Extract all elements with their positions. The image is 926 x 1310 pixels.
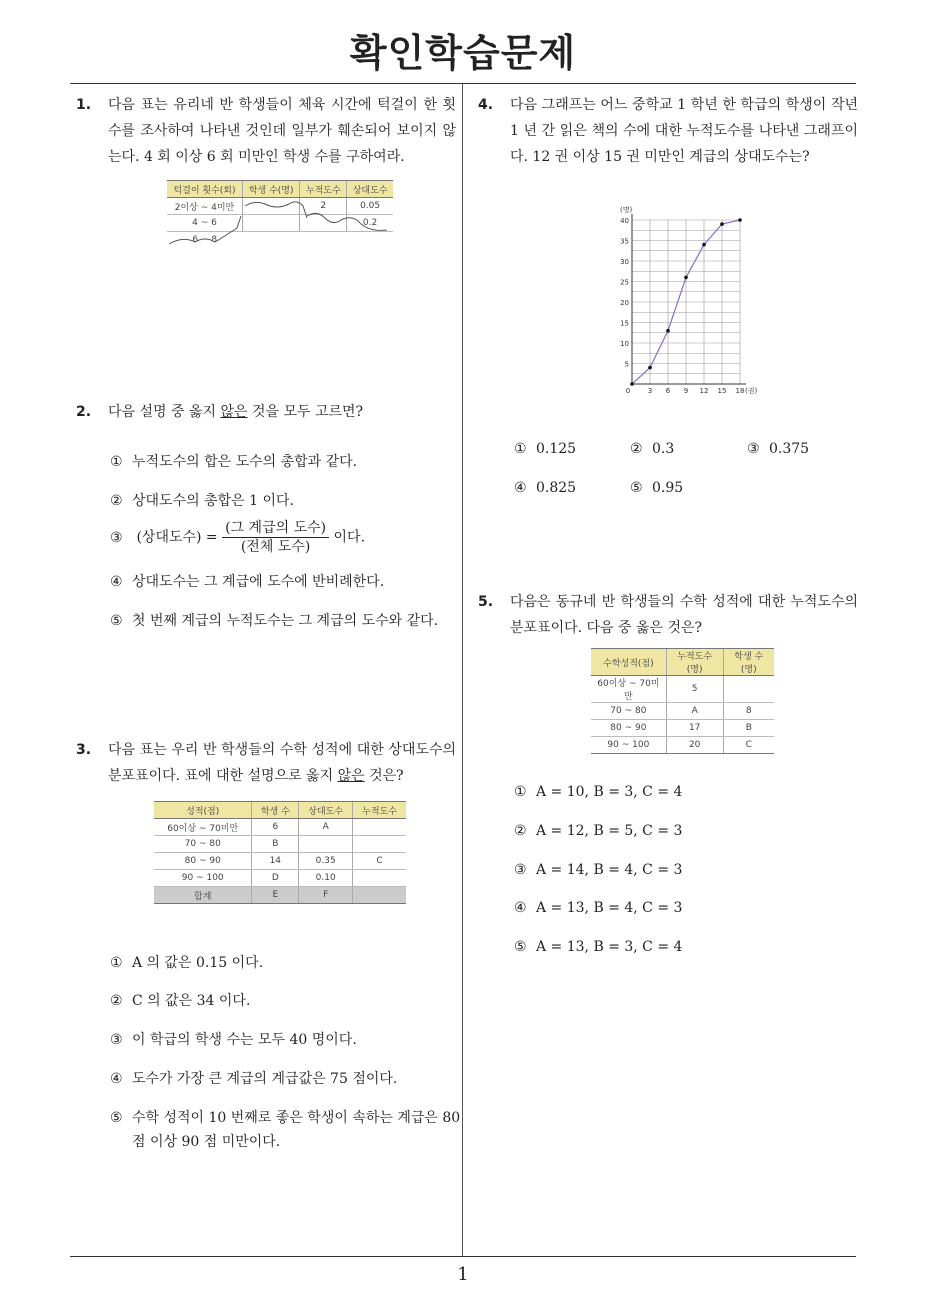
option-text: 0.3 [652,441,675,457]
data-point [720,222,724,226]
x-tick-label: 12 [699,387,709,395]
table-cell [723,676,774,703]
option[interactable] [110,450,455,474]
option-text: 이 학급의 학생 수는 모두 40 명이다. [132,1032,357,1048]
option-mark: ⑤ [110,613,123,629]
x-tick-label: 6 [665,387,671,395]
q3-table [154,801,406,904]
table-cell: C [723,737,774,754]
option-text: 첫 번째 계급의 누적도수는 그 계급의 도수와 같다. [132,613,439,629]
table-cell: A [299,819,353,836]
question-text-part: 다음 표는 우리 반 학생들의 수학 성적에 대한 상대도수의 분포표이다. 표에 대한 설명으로 옳지 [108,742,456,784]
table-cell: D [252,870,299,887]
table-row [154,870,406,887]
table-row [591,737,774,754]
table-cell: 0.05 [347,198,393,215]
option-text: 0.825 [536,480,577,496]
question-text: 다음은 동규네 반 학생들의 수학 성적에 대한 누적도수의 분포표이다. 다음 중 옳은 것은? [510,594,858,636]
bottom-rule [70,1256,856,1257]
question-3 [76,737,456,789]
option[interactable] [110,1106,467,1154]
table-cell: B [723,720,774,737]
option-mark: ④ [514,480,527,496]
table-cell: 70 ~ 80 [154,836,252,853]
option[interactable] [110,519,455,556]
option[interactable] [110,989,455,1013]
q5-table [591,648,774,754]
table-header: 학생 수(명) [242,181,299,198]
option-mark: ④ [514,900,527,916]
question-text: 다음 그래프는 어느 중학교 1 학년 한 학급의 학생이 작년 1 년 간 읽은 책의 수에 대한 누적도수를 나타낸 그래프이다. 12 권 이상 15 권 미만인 계급의 상대도수는? [510,97,858,165]
table-header: 학생 수 [252,802,299,819]
table-cell: 6 [252,819,299,836]
x-axis-label: (권) [745,387,758,395]
table-cell: 8 [723,703,774,720]
torn-edge-lines [167,196,397,248]
table-cell: 70 ~ 80 [591,703,666,720]
option-text: 0.95 [652,480,684,496]
table-cell: 90 ~ 100 [154,870,252,887]
table-cell: 6 ~ 8 [192,235,218,245]
x-tick-label: 9 [683,387,689,395]
y-axis-label: (명) [620,206,633,214]
option-mark: ④ [110,1071,123,1087]
table-cell: 2이상 ~ 4미만 [167,198,242,215]
table-cell: 60이상 ~ 70미만 [154,819,252,836]
option-text: C 의 값은 34 이다. [132,993,251,1009]
question-number: 3. [76,742,92,758]
option-mark: ① [514,441,527,457]
table-header: 누적도수 [300,181,347,198]
table-total-row [154,887,406,904]
table-cell: E [252,887,299,904]
option-text: (상대도수) = [136,529,218,546]
table-cell: 60이상 ~ 70미만 [591,676,666,703]
data-point [684,276,688,280]
question-text-part: 것을 모두 고르면? [247,404,364,420]
question-number: 2. [76,404,92,420]
option-text: 수학 성적이 10 번째로 좋은 학생이 속하는 계급은 80 점 이상 90 점 미만이다. [132,1110,461,1150]
option[interactable] [110,1067,455,1091]
table-header: 상대도수 [299,802,353,819]
table-row [154,836,406,853]
table-cell [353,870,406,887]
option[interactable] [514,896,844,920]
table-cell: 2 [300,198,347,215]
data-point [666,329,670,333]
option-text: A = 14, B = 4, C = 3 [536,862,683,878]
option-text: 상대도수의 총합은 1 이다. [132,493,294,509]
question-5 [478,589,858,641]
underlined-word: 않은 [220,404,248,420]
table-header: 누적도수 [353,802,406,819]
table-header: 누적도수(명) [666,649,723,676]
x-tick-label: 18 [735,387,745,395]
underlined-word: 않은 [337,768,365,784]
fraction [222,519,329,556]
option[interactable] [514,935,844,959]
question-text-part: 다음 설명 중 옳지 [108,404,221,420]
table-cell: A [666,703,723,720]
question-text: 다음 표는 유리네 반 학생들이 체육 시간에 턱걸이 한 횟수를 조사하여 나타낸 것인데 일부가 훼손되어 보이지 않는다. 4 회 이상 6 회 미만인 학생 수를 구하여라. [108,97,456,165]
table-cell [353,836,406,853]
option[interactable] [110,609,467,633]
option[interactable] [110,489,455,513]
option[interactable] [110,1028,455,1052]
table-row [154,853,406,870]
table-cell [353,887,406,904]
question-1 [76,92,456,170]
table-cell: 합계 [154,887,252,904]
option[interactable] [630,476,740,500]
option-text: A = 10, B = 3, C = 4 [536,784,683,800]
cumulative-frequency-graph [608,198,768,398]
question-2 [76,399,456,425]
option-mark: ⑤ [514,939,527,955]
option-text: A = 12, B = 5, C = 3 [536,823,683,839]
table-row [591,676,774,703]
table-cell: 5 [666,676,723,703]
option-text: 상대도수는 그 계급에 도수에 반비례한다. [132,574,385,590]
table-cell: B [252,836,299,853]
x-tick-label: 15 [717,387,727,395]
y-tick-label: 35 [620,237,629,246]
table-row [591,703,774,720]
option-mark: ② [514,823,527,839]
y-tick-label: 25 [620,278,629,287]
option-mark: ① [110,955,123,971]
option-mark: ③ [514,862,527,878]
top-rule [70,83,856,84]
table-header: 성적(점) [154,802,252,819]
option-mark: ② [110,993,123,1009]
y-tick-label: 30 [620,258,629,266]
option-mark: ① [514,784,527,800]
option[interactable] [110,570,455,594]
table-cell: 4 ~ 6 [167,215,242,232]
option-mark: ③ [110,529,123,546]
option-text: 누적도수의 합은 도수의 총합과 같다. [132,454,358,470]
question-text-part: 것은? [364,768,404,784]
option-text: 0.125 [536,441,577,457]
table-cell: 80 ~ 90 [591,720,666,737]
table-cell: 20 [666,737,723,754]
table-cell [299,836,353,853]
fraction-numerator: (그 계급의 도수) [222,519,329,538]
option[interactable] [514,858,844,882]
option-mark: ④ [110,574,123,590]
option[interactable] [110,951,455,975]
y-tick-label: 40 [620,217,629,225]
y-tick-label: 10 [620,340,629,348]
table-cell: 90 ~ 100 [591,737,666,754]
table-cell: F [299,887,353,904]
table-cell: 0.2 [347,215,393,232]
page-number: 1 [457,1264,469,1285]
y-tick-label: 15 [620,319,629,328]
table-header: 학생 수(명) [723,649,774,676]
fraction-denominator: (전체 도수) [240,539,311,555]
page-title: 확인학습문제 [349,31,577,75]
question-number: 5. [478,594,494,610]
option[interactable] [514,437,624,461]
option[interactable] [514,476,624,500]
option-mark: ② [630,441,643,457]
table-cell: 17 [666,720,723,737]
option-mark: ③ [110,1032,123,1048]
table-row [154,819,406,836]
table-cell: C [353,853,406,870]
option-mark: ① [110,454,123,470]
question-number: 1. [76,97,92,113]
table-cell: 0.10 [299,870,353,887]
option[interactable] [514,780,844,804]
data-point [648,366,652,370]
question-text [108,737,456,789]
option-text: 도수가 가장 큰 계급의 계급값은 75 점이다. [132,1071,398,1087]
option-text: 이다. [333,529,366,546]
table-header: 턱걸이 횟수(회) [167,181,242,198]
data-point [738,218,742,222]
option-mark: ③ [747,441,760,457]
data-point [702,243,706,247]
table-header: 수학성적(점) [591,649,666,676]
option[interactable] [514,819,844,843]
y-tick-label: 20 [620,299,629,307]
table-cell: 14 [252,853,299,870]
table-header: 상대도수 [347,181,393,198]
x-tick-label: 3 [647,387,653,395]
table-cell [353,819,406,836]
y-tick-label: 5 [624,360,629,369]
table-cell: 0.35 [299,853,353,870]
option-mark: ⑤ [630,480,643,496]
option-text: A = 13, B = 4, C = 3 [536,900,683,916]
option-text: 0.375 [769,441,810,457]
data-point [630,382,634,386]
option-mark: ② [110,493,123,509]
x-tick-label: 0 [625,387,631,395]
option[interactable] [630,437,740,461]
table-cell: 80 ~ 90 [154,853,252,870]
question-text [108,399,456,425]
option-text: A 의 값은 0.15 이다. [132,955,264,971]
question-number: 4. [478,97,494,113]
table-row [591,720,774,737]
option[interactable] [747,437,857,461]
option-text: A = 13, B = 3, C = 4 [536,939,683,955]
question-4 [478,92,858,170]
column-divider [462,84,463,1256]
option-mark: ⑤ [110,1110,123,1126]
